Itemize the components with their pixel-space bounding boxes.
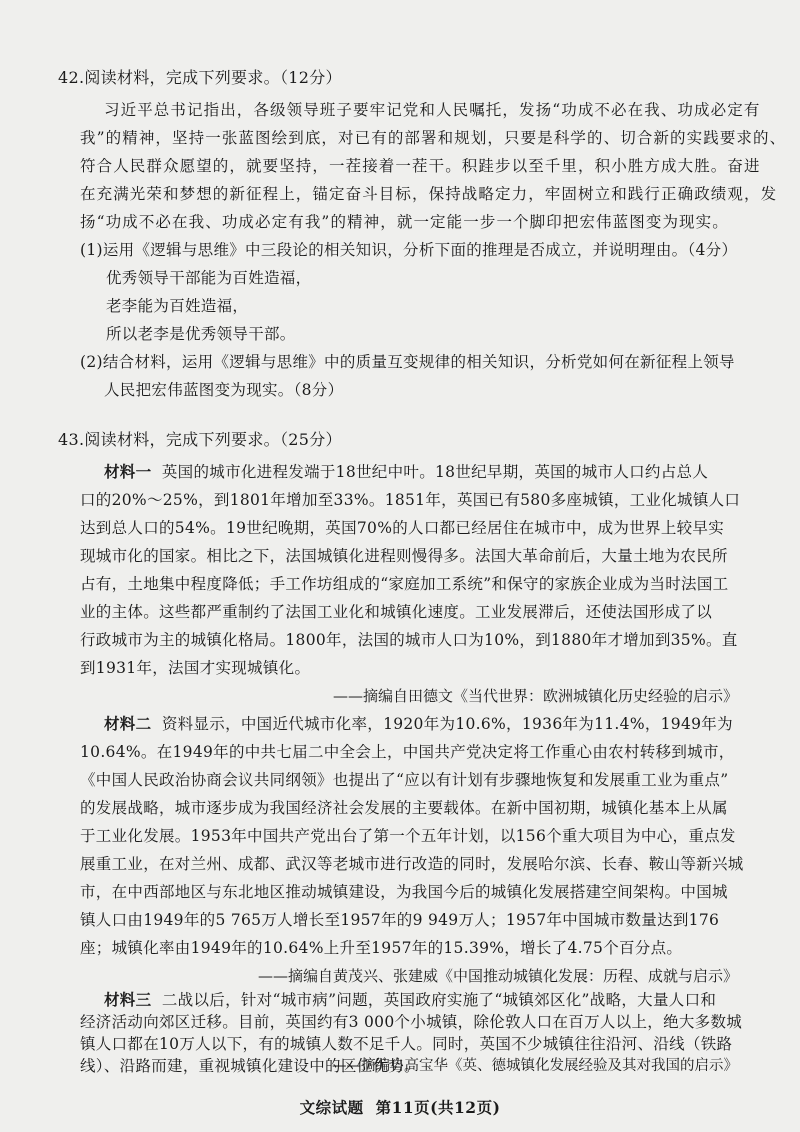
q42-material-line: 在充满光荣和梦想的新征程上，锚定奋斗目标，保持战略定力，牢固树立和践行正确政绩观，发 (80, 185, 778, 203)
material-1-line: 业的主体。这些都严重制约了法国工业化和城镇化速度。工业发展滞后，还使法国形成了以 (80, 603, 713, 621)
q42-sub2: (2)结合材料，运用《逻辑与思维》中的质量互变规律的相关知识，分析党如何在新征程上领导 (80, 353, 735, 371)
footer-subject: 文综试题 (299, 1098, 364, 1117)
q42-material-line: 扬“功成不必在我、功成必定有我”的精神，就一定能一步一个脚印把宏伟蓝图变为现实。 (80, 213, 729, 231)
q42-sub2-cont: 人民把宏伟蓝图变为现实。（8分） (104, 381, 344, 399)
q42-material-line: 习近平总书记指出，各级领导班子要牢记党和人民嘱托，发扬“功成不必在我、功成必定有 (104, 101, 761, 119)
material-2-title: 材料二 (104, 714, 152, 733)
footer-page-number: 第11页(共12页) (375, 1098, 501, 1117)
syllogism-minor: 老李能为百姓造福， (106, 297, 249, 315)
material-1-line: 现城市化的国家。相比之下，法国城镇化进程则慢得多。法国大革命前后，大量土地为农民所 (80, 547, 728, 565)
q42-header: 42.阅读材料，完成下列要求。（12分） (58, 68, 342, 87)
q42-sub1: (1)运用《逻辑与思维》中三段论的相关知识，分析下面的推理是否成立，并说明理由。（4分） (80, 241, 738, 259)
material-3-first-line (104, 990, 716, 1010)
material-1-line: 行政城市为主的城镇化格局。1800年，法国的城市人口为10%，到1880年才增加到35%。直 (80, 631, 738, 649)
material-1-source: ——摘编自田德文《当代世界：欧洲城镇化历史经验的启示》 (332, 687, 738, 705)
syllogism-major: 优秀领导干部能为百姓造福， (106, 269, 312, 287)
material-1-title: 材料一 (104, 462, 152, 481)
material-1-line: 占有，土地集中程度降低；手工作坊组成的“家庭加工系统”和保守的家族企业成为当时法国工 (80, 575, 729, 593)
material-2-line: 于工业化发展。1953年中国共产党出台了第一个五年计划，以156个重大项目为中心，重点发 (80, 827, 736, 845)
material-1-line: 达到总人口的54%。19世纪晚期，英国70%的人口都已经居住在城市中，成为世界上较早实 (80, 519, 725, 537)
material-2-line: 镇人口由1949年的5 765万人增长至1957年的9 949万人；1957年中国城市数量达到176 (80, 911, 720, 929)
material-3-title: 材料三 (104, 990, 152, 1009)
material-1-text: 英国的城市化进程发端于18世纪中叶。18世纪早期，英国的城市人口约占总人 (161, 463, 709, 481)
q43-header: 43.阅读材料，完成下列要求。（25分） (58, 430, 342, 449)
material-2-line: 市，在中西部地区与东北地区推动城镇建设，为我国今后的城镇化发展搭建空间架构。中国城 (80, 883, 728, 901)
material-3-line: 线）、沿路而建，重视城镇化建设中的区位优势。 (80, 1057, 420, 1075)
material-2-text: 资料显示，中国近代城市化率，1920年为10.6%，1936年为11.4%，1949年为 (161, 715, 733, 733)
material-2-line: 的发展战略，城市逐步成为我国经济社会发展的主要载体。在新中国初期，城镇化基本上从属 (80, 799, 728, 817)
material-1-line: 口的20%～25%，到1801年增加至33%。1851年，英国已有580多座城镇，工业化城镇人口 (80, 491, 741, 509)
material-3-line: 经济活动向郊区迁移。目前，英国约有3 000个小城镇，除伦敦人口在百万人以上，绝大多数城 (80, 1013, 743, 1031)
page-footer (0, 1096, 800, 1118)
material-2-line: 座；城镇化率由1949年的10.64%上升至1957年的15.39%，增长了4.75个百分点。 (80, 939, 683, 957)
q42-material-line: 我”的精神，坚持一张蓝图绘到底，对已有的部署和规划，只要是科学的、切合新的实践要求的、 (80, 129, 787, 147)
material-2-line: 《中国人民政治协商会议共同纲领》也提出了“应以有计划有步骤地恢复和发展重工业为重点” (80, 771, 729, 789)
material-3-text: 二战以后，针对“城市病”问题，英国政府实施了“城镇郊区化”战略，大量人口和 (161, 991, 717, 1009)
material-3-line: 镇人口都在10万人以下，有的城镇人数不足千人。同时，英国不少城镇往往沿河、沿线（铁路 (80, 1035, 733, 1053)
material-1-line: 到1931年，法国才实现城镇化。 (80, 659, 311, 677)
material-2-source: ——摘编自黄茂兴、张建威《中国推动城镇化发展：历程、成就与启示》 (257, 967, 738, 985)
q42-material-line: 符合人民群众愿望的，就要坚持，一茬接着一茬干。积跬步以至千里，积小胜方成大胜。奋进 (80, 157, 761, 175)
material-3-source: ——摘编自高宝华《英、德城镇化发展经验及其对我国的启示》 (332, 1058, 738, 1074)
material-2-line: 展重工业，在对兰州、成都、武汉等老城市进行改造的同时，发展哈尔滨、长春、鞍山等新兴城 (80, 855, 744, 873)
material-2-line: 10.64%。在1949年的中共七届二中全会上，中国共产党决定将工作重心由农村转移到城市， (80, 743, 735, 761)
material-1-first-line (104, 462, 708, 482)
syllogism-conclusion: 所以老李是优秀领导干部。 (106, 325, 296, 343)
material-2-first-line (104, 714, 733, 734)
